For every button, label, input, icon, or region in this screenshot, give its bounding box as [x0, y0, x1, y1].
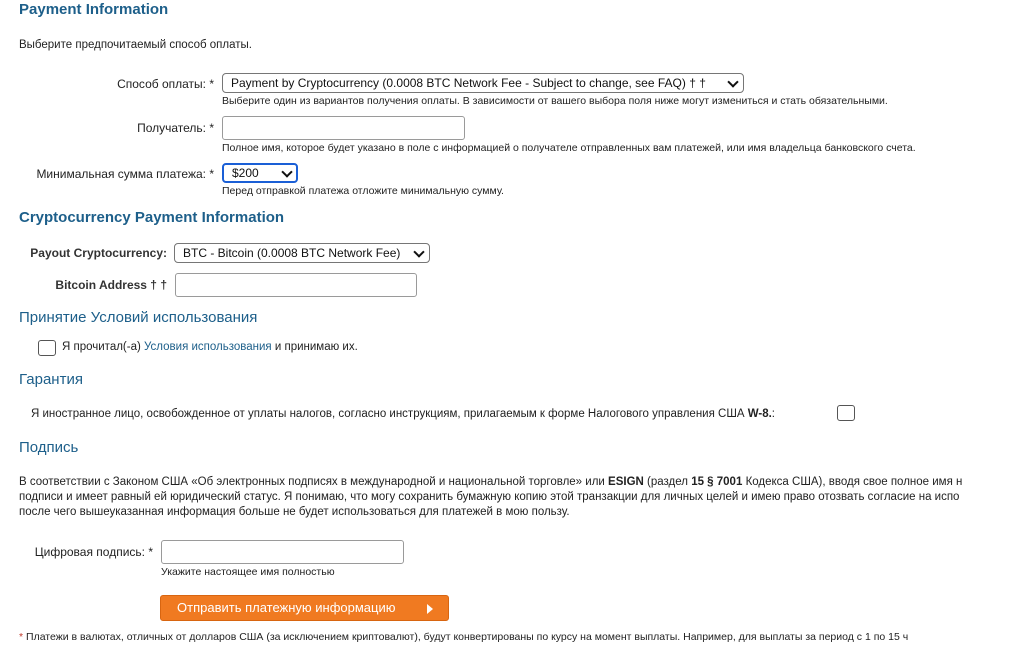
esign-line-1-d: 15 § 7001 — [691, 476, 743, 488]
minimum-payment-hint: Перед отправкой платежа отложите минимальную сумму. — [222, 185, 504, 197]
crypto-info-heading: Cryptocurrency Payment Information — [19, 209, 285, 226]
payout-crypto-select[interactable] — [174, 243, 430, 263]
chevron-down-icon — [413, 246, 424, 257]
terms-text-after: и принимаю их. — [274, 341, 358, 353]
signature-heading: Подпись — [19, 439, 79, 456]
esign-line-1-b: ESIGN — [608, 476, 644, 488]
guarantee-form-name: W-8. — [747, 408, 772, 420]
esign-line-1-c: (раздел — [647, 476, 688, 488]
digital-signature-label: Цифровая подпись: * — [34, 545, 153, 559]
payment-method-select[interactable] — [222, 73, 744, 93]
payout-crypto-value: BTC - Bitcoin (0.0008 BTC Network Fee) — [183, 246, 401, 260]
guarantee-text — [31, 408, 775, 420]
guarantee-checkbox[interactable] — [837, 405, 855, 421]
digital-signature-input[interactable] — [161, 540, 404, 564]
bitcoin-address-input[interactable] — [175, 273, 417, 297]
submit-payment-label: Отправить платежную информацию — [177, 600, 396, 615]
arrow-right-icon — [427, 604, 433, 614]
payment-intro-text: Выберите предпочитаемый способ оплаты. — [19, 39, 252, 51]
esign-paragraph — [19, 475, 962, 520]
guarantee-text-prefix: Я иностранное лицо, освобожденное от уплаты налогов, согласно инструкциям, прилагаемым к форме Налогового управления США — [31, 408, 745, 420]
minimum-payment-value: $200 — [232, 166, 259, 180]
guarantee-heading: Гарантия — [19, 371, 83, 388]
minimum-payment-label: Минимальная сумма платежа: * — [36, 167, 214, 181]
terms-heading: Принятие Условий использования — [19, 309, 258, 326]
payout-crypto-label: Payout Cryptocurrency: — [30, 246, 167, 260]
esign-line-1-a: В соответствии с Законом США «Об электронных подписях в международной и национальной торговле» или — [19, 476, 605, 488]
chevron-down-icon — [727, 76, 738, 87]
esign-line-1-e: Кодекса США), вводя свое полное имя н — [745, 476, 963, 488]
payment-info-heading: Payment Information — [19, 1, 169, 18]
recipient-hint: Полное имя, которое будет указано в поле с информацией о получателе отправленных вам платежей, или имя владельца банковского счета. — [222, 142, 916, 154]
esign-line-1 — [19, 475, 962, 490]
terms-text-before: Я прочитал(-а) — [62, 341, 141, 353]
guarantee-text-suffix: : — [771, 408, 775, 420]
bitcoin-address-label: Bitcoin Address † † — [55, 278, 167, 292]
minimum-payment-select[interactable] — [222, 163, 298, 183]
footnote-text: Платежи в валютах, отличных от долларов США (за исключением криптовалют), будут конвертированы по курсу на момент выплаты. Например, для выплаты за период с 1 по 15 ч — [26, 631, 909, 643]
payment-method-value: Payment by Cryptocurrency (0.0008 BTC Network Fee - Subject to change, see FAQ) † † — [231, 76, 706, 90]
esign-line-2: подписи и имеет равный ей юридический статус. Я понимаю, что могу сохранить бумажную копию этой транзакции для личных целей и имею право отозвать согласие на испо — [19, 491, 960, 503]
footnote-marker: * — [19, 631, 24, 643]
submit-payment-button[interactable] — [160, 595, 449, 621]
recipient-label: Получатель: * — [137, 121, 214, 135]
terms-checkbox[interactable] — [38, 340, 56, 356]
recipient-input[interactable] — [222, 116, 465, 140]
terms-link[interactable]: Условия использования — [144, 341, 272, 353]
esign-line-3: после чего вышеуказанная информация больше не будет использоваться для платежей в мою пользу. — [19, 506, 570, 518]
payment-method-label: Способ оплаты: * — [117, 77, 214, 91]
terms-text — [62, 341, 358, 353]
digital-signature-hint: Укажите настоящее имя полностью — [161, 566, 335, 578]
chevron-down-icon — [281, 166, 292, 177]
payment-method-hint: Выберите один из вариантов получения оплаты. В зависимости от вашего выбора поля ниже могут измениться и стать обязательными. — [222, 95, 888, 107]
